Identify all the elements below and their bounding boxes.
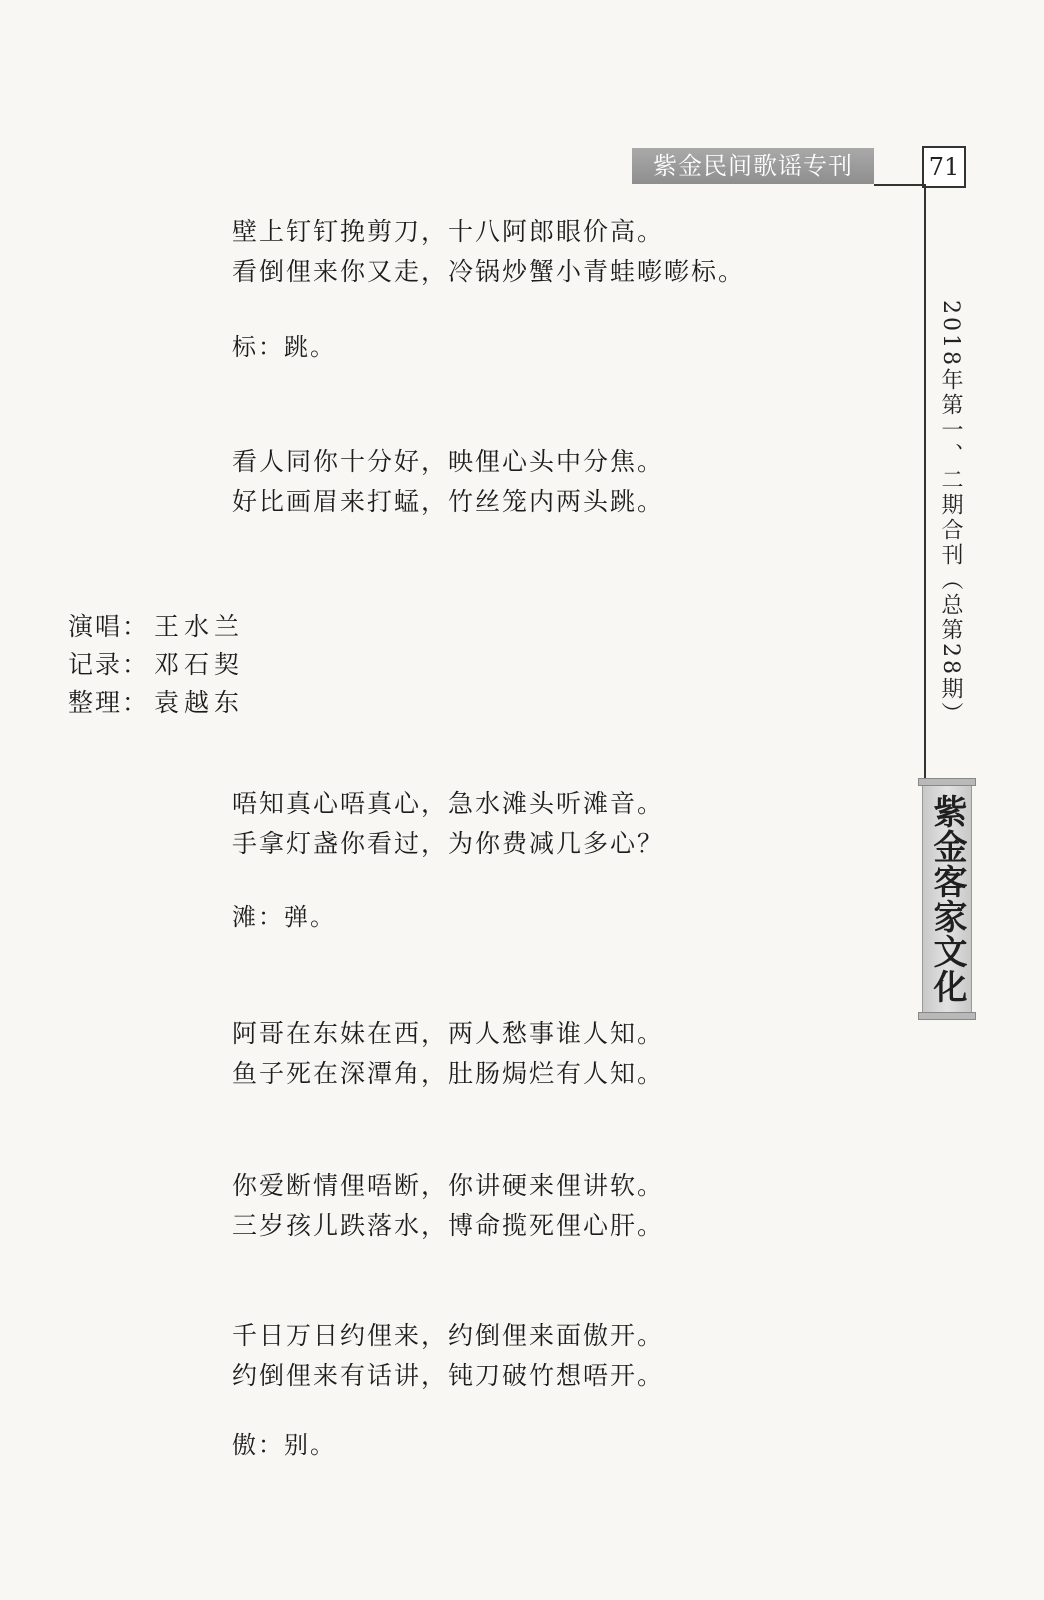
stanza-3-note: 滩：弹。: [232, 903, 336, 931]
stanza-5: [232, 1166, 664, 1246]
stanza-2: [232, 442, 664, 522]
logo-scroll-rod-bottom: [918, 1012, 976, 1020]
journal-logo-text: 紫金客家文化: [927, 794, 967, 1004]
stanza-line: 好比画眉来打蜢，竹丝笼内两头跳。: [232, 487, 665, 516]
issue-info: 2018年第一、二期合刊（总第28期）: [938, 300, 963, 727]
stanza-line: 唔知真心唔真心，急水滩头听滩音。: [232, 789, 665, 818]
stanza-line: 鱼子死在深潭角，肚肠焗烂有人知。: [232, 1059, 665, 1088]
credit-name: 邓石契: [154, 650, 245, 679]
credit-label: 记录：: [68, 650, 150, 679]
stanza-line: 看人同你十分好，映俚心头中分焦。: [232, 447, 665, 476]
credit-name: 王水兰: [154, 612, 245, 641]
logo-scroll-rod-top: [918, 778, 976, 786]
stanza-line: 约倒俚来有话讲，钝刀破竹想唔开。: [232, 1361, 665, 1390]
stanza-line: 壁上钉钉挽剪刀，十八阿郎眼价高。: [232, 217, 665, 246]
journal-logo: [922, 786, 972, 1012]
credit-name: 袁越东: [154, 688, 245, 717]
stanza-3: [232, 784, 664, 864]
journal-title-banner: 紫金民间歌谣专刊: [632, 148, 874, 184]
stanza-line: 手拿灯盏你看过，为你费减几多心？: [232, 829, 665, 858]
stanza-6: [232, 1316, 664, 1396]
stanza-line: 阿哥在东妹在西，两人愁事谁人知。: [232, 1019, 665, 1048]
stanza-1-note: 标：跳。: [232, 333, 336, 361]
credit-row-recorder: [68, 646, 244, 684]
credits: [68, 608, 244, 722]
page-number: 71: [922, 146, 966, 188]
credit-label: 演唱：: [68, 612, 150, 641]
stanza-line: 看倒俚来你又走，冷锅炒蟹小青蛙嘭嘭标。: [232, 257, 746, 286]
credit-label: 整理：: [68, 688, 150, 717]
stanza-1: [232, 212, 745, 292]
header-rule: [874, 184, 924, 186]
stanza-line: 你爱断情俚唔断，你讲硬来俚讲软。: [232, 1171, 665, 1200]
stanza-6-note: 傲：别。: [232, 1431, 336, 1459]
stanza-4: [232, 1014, 664, 1094]
stanza-line: 千日万日约俚来，约倒俚来面傲开。: [232, 1321, 665, 1350]
credit-row-editor: [68, 684, 244, 722]
stanza-line: 三岁孩儿跌落水，博命揽死俚心肝。: [232, 1211, 665, 1240]
credit-row-singer: [68, 608, 244, 646]
